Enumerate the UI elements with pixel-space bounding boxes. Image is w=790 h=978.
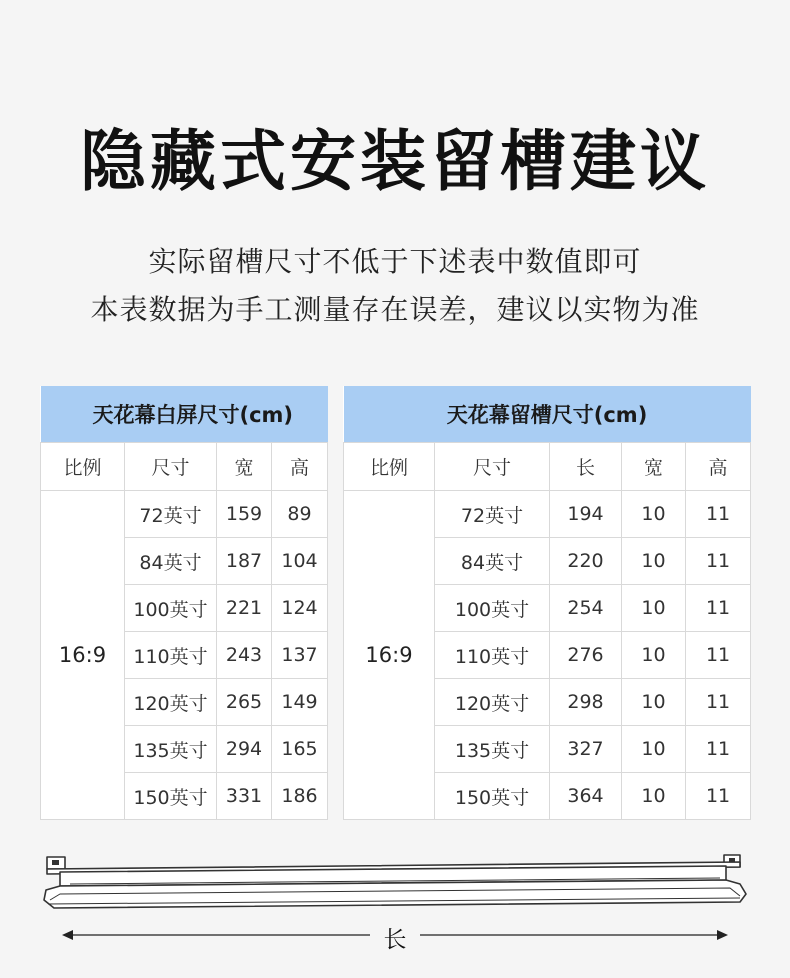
table-cell: 243 <box>217 632 272 679</box>
table-cell: 10 <box>622 491 686 538</box>
col-header-width: 宽 <box>622 443 686 491</box>
table-row <box>344 491 751 538</box>
ratio-cell: 16:9 <box>41 491 125 820</box>
table-cell: 110英寸 <box>125 632 217 679</box>
table-cell: 11 <box>686 491 751 538</box>
col-header-length: 长 <box>550 443 622 491</box>
table-cell: 72英寸 <box>435 491 550 538</box>
table-cell: 220 <box>550 538 622 585</box>
table-cell: 254 <box>550 585 622 632</box>
col-header-width: 宽 <box>217 443 272 491</box>
table-cell: 72英寸 <box>125 491 217 538</box>
table-cell: 187 <box>217 538 272 585</box>
table-cell: 150英寸 <box>435 773 550 820</box>
table-cell: 84英寸 <box>435 538 550 585</box>
table-cell: 11 <box>686 726 751 773</box>
table-cell: 10 <box>622 679 686 726</box>
table-cell: 135英寸 <box>435 726 550 773</box>
ratio-cell: 16:9 <box>344 491 435 820</box>
col-header-ratio: 比例 <box>41 443 125 491</box>
screen-table-title: 天花幕白屏尺寸(cm) <box>41 386 328 443</box>
table-cell: 110英寸 <box>435 632 550 679</box>
table-cell: 84英寸 <box>125 538 217 585</box>
col-header-size: 尺寸 <box>435 443 550 491</box>
table-cell: 186 <box>272 773 328 820</box>
table-cell: 149 <box>272 679 328 726</box>
table-cell: 194 <box>550 491 622 538</box>
slot-table-title: 天花幕留槽尺寸(cm) <box>344 386 751 443</box>
col-header-size: 尺寸 <box>125 443 217 491</box>
table-cell: 298 <box>550 679 622 726</box>
table-cell: 150英寸 <box>125 773 217 820</box>
table-cell: 100英寸 <box>435 585 550 632</box>
table-cell: 120英寸 <box>125 679 217 726</box>
table-cell: 10 <box>622 773 686 820</box>
table-row <box>41 491 328 538</box>
table-cell: 331 <box>217 773 272 820</box>
table-cell: 10 <box>622 726 686 773</box>
col-header-ratio: 比例 <box>344 443 435 491</box>
table-cell: 265 <box>217 679 272 726</box>
table-cell: 120英寸 <box>435 679 550 726</box>
page-title: 隐藏式安装留槽建议 <box>80 123 710 200</box>
table-cell: 89 <box>272 491 328 538</box>
table-cell: 165 <box>272 726 328 773</box>
col-header-height: 高 <box>272 443 328 491</box>
table-cell: 10 <box>622 538 686 585</box>
table-cell: 11 <box>686 773 751 820</box>
table-cell: 100英寸 <box>125 585 217 632</box>
table-cell: 104 <box>272 538 328 585</box>
arrow-right-icon <box>717 930 728 940</box>
table-cell: 10 <box>622 585 686 632</box>
table-cell: 276 <box>550 632 622 679</box>
table-cell: 221 <box>217 585 272 632</box>
table-cell: 294 <box>217 726 272 773</box>
arrow-left-icon <box>62 930 73 940</box>
slot-size-table <box>343 386 751 820</box>
subtitle-line-1: 实际留槽尺寸不低于下述表中数值即可 <box>148 245 642 278</box>
table-cell: 364 <box>550 773 622 820</box>
table-cell: 11 <box>686 585 751 632</box>
col-header-height: 高 <box>686 443 751 491</box>
table-cell: 124 <box>272 585 328 632</box>
table-cell: 159 <box>217 491 272 538</box>
table-cell: 135英寸 <box>125 726 217 773</box>
table-cell: 327 <box>550 726 622 773</box>
table-cell: 11 <box>686 679 751 726</box>
table-cell: 11 <box>686 632 751 679</box>
table-cell: 137 <box>272 632 328 679</box>
length-label: 长 <box>370 921 420 954</box>
table-cell: 10 <box>622 632 686 679</box>
table-cell: 11 <box>686 538 751 585</box>
subtitle-line-2: 本表数据为手工测量存在误差，建议以实物为准 <box>90 293 700 326</box>
screen-size-table <box>40 386 328 820</box>
